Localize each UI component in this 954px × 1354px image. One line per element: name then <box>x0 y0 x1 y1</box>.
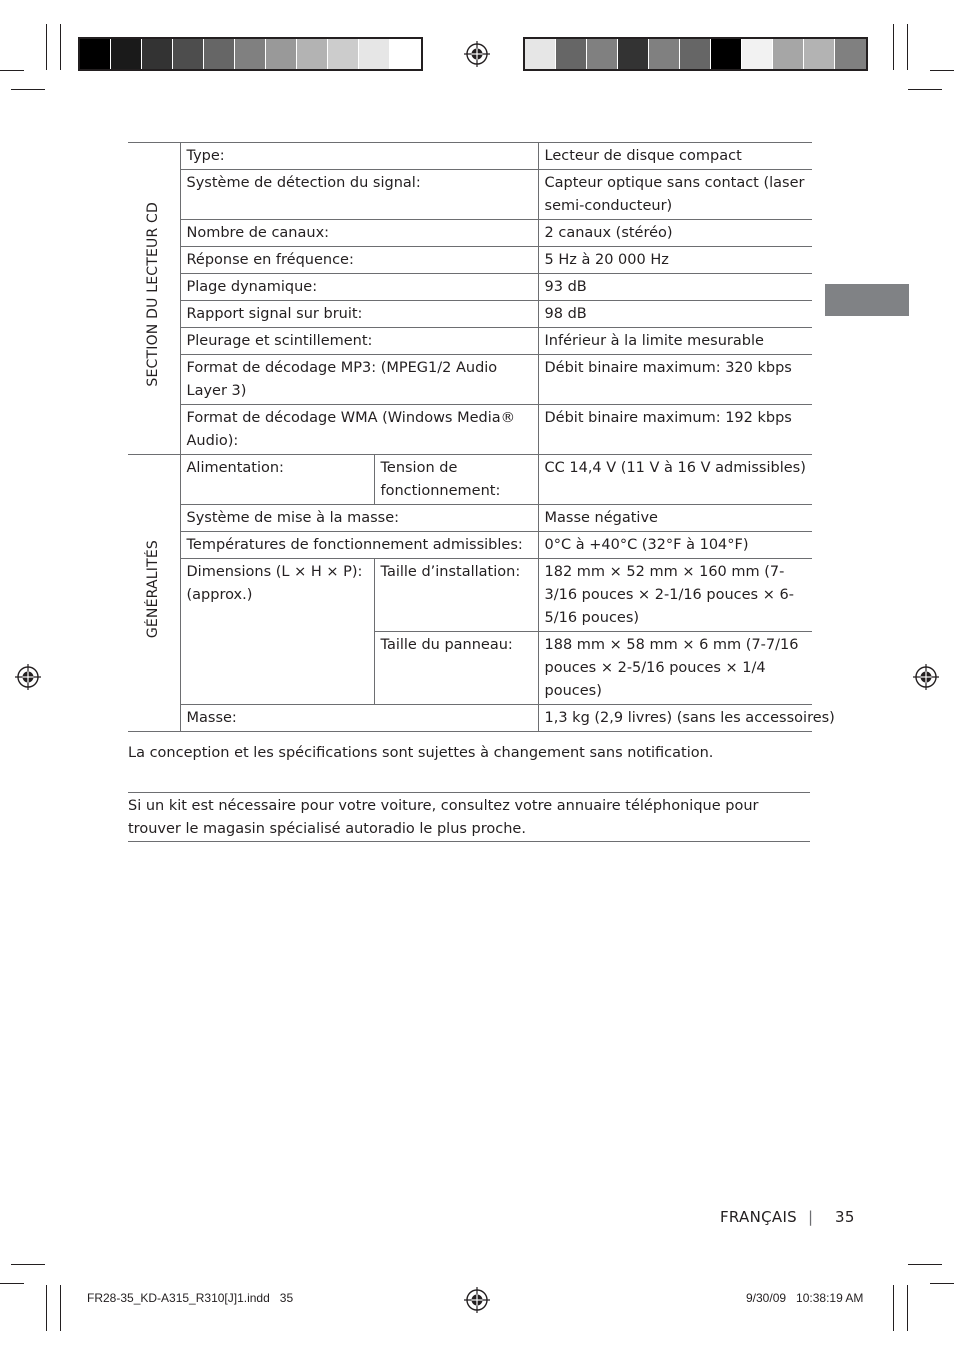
color-calibration-strip-left <box>78 37 423 71</box>
color-swatch <box>111 39 142 69</box>
color-swatch <box>680 39 711 69</box>
crop-mark <box>60 1285 61 1331</box>
table-row <box>128 274 812 301</box>
color-swatch <box>80 39 111 69</box>
crop-mark <box>46 1285 47 1331</box>
color-swatch <box>173 39 204 69</box>
table-row <box>128 301 812 328</box>
spec-value: Masse négative <box>538 505 812 532</box>
spec-value: 93 dB <box>538 274 812 301</box>
color-swatch <box>587 39 618 69</box>
color-swatch <box>359 39 390 69</box>
spec-sublabel: Taille d’installation: <box>374 559 538 632</box>
spec-value: 0°C à +40°C (32°F à 104°F) <box>538 532 812 559</box>
divider <box>128 841 810 842</box>
footer-separator: | <box>808 1208 814 1226</box>
crop-mark <box>930 70 954 71</box>
crop-mark <box>908 89 942 90</box>
color-swatch <box>711 39 742 69</box>
color-swatch <box>804 39 835 69</box>
spec-label: Nombre de canaux: <box>180 220 538 247</box>
crop-mark <box>907 24 908 70</box>
page-number: 35 <box>835 1208 855 1226</box>
color-calibration-strip-right <box>523 37 868 71</box>
spec-label: Système de mise à la masse: <box>180 505 538 532</box>
color-swatch <box>649 39 680 69</box>
crop-mark <box>907 1285 908 1331</box>
spec-value: Inférieur à la limite mesurable <box>538 328 812 355</box>
table-row <box>128 143 812 170</box>
specifications-table <box>128 142 835 732</box>
spec-value: 182 mm × 52 mm × 160 mm (7-3/16 pouces × 2-1/16 pouces × 6-5/16 pouces) <box>538 559 812 632</box>
color-swatch <box>773 39 804 69</box>
spec-label: Plage dynamique: <box>180 274 538 301</box>
spec-label: Système de détection du signal: <box>180 170 538 220</box>
color-swatch <box>328 39 359 69</box>
color-swatch <box>556 39 587 69</box>
crop-mark <box>893 24 894 70</box>
spec-label: Températures de fonctionnement admissibles: <box>180 532 538 559</box>
design-change-note: La conception et les spécifications sont sujettes à changement sans notification. <box>128 745 714 761</box>
divider <box>128 792 810 793</box>
color-swatch <box>390 39 421 69</box>
kit-note: Si un kit est nécessaire pour votre voiture, consultez votre annuaire téléphonique pour trouver le magasin spécialisé autoradio le plus proche. <box>128 798 759 837</box>
spec-label: Alimentation: <box>180 455 374 505</box>
table-row <box>128 705 812 732</box>
spec-label: Masse: <box>180 705 538 732</box>
spec-value: CC 14,4 V (11 V à 16 V admissibles) <box>538 455 812 505</box>
crop-mark <box>0 70 24 71</box>
color-swatch <box>204 39 235 69</box>
spec-sublabel: Tension de fonctionnement: <box>374 455 538 505</box>
section-label-cd <box>128 143 180 455</box>
section-title: SECTION DU LECTEUR CD <box>145 202 162 387</box>
crop-mark <box>11 89 45 90</box>
slug-filename: FR28-35_KD-A315_R310[J]1.indd 35 <box>87 1291 294 1305</box>
crop-mark <box>60 24 61 70</box>
spec-value: 1,3 kg (2,9 livres) (sans les accessoires) <box>538 705 812 732</box>
table-row <box>128 355 812 405</box>
table-row <box>128 559 812 632</box>
crop-mark <box>11 1264 45 1265</box>
spec-label: Rapport signal sur bruit: <box>180 301 538 328</box>
table-row <box>128 532 812 559</box>
color-swatch <box>297 39 328 69</box>
table-row <box>128 405 812 455</box>
crop-mark <box>893 1285 894 1331</box>
spec-label: Pleurage et scintillement: <box>180 328 538 355</box>
table-row <box>128 328 812 355</box>
spec-value: 5 Hz à 20 000 Hz <box>538 247 812 274</box>
language-tab-marker <box>825 284 909 316</box>
spec-value: Débit binaire maximum: 192 kbps <box>538 405 812 455</box>
color-swatch <box>235 39 266 69</box>
footer-language: FRANÇAIS <box>720 1208 798 1226</box>
section-label-general <box>128 455 180 732</box>
table-row <box>128 170 812 220</box>
registration-mark-icon <box>464 41 490 67</box>
crop-mark <box>930 1283 954 1284</box>
color-swatch <box>142 39 173 69</box>
color-swatch <box>835 39 866 69</box>
spec-value: Capteur optique sans contact (laser semi-conducteur) <box>538 170 812 220</box>
crop-mark <box>46 24 47 70</box>
crop-mark <box>908 1264 942 1265</box>
crop-mark <box>0 1283 24 1284</box>
color-swatch <box>742 39 773 69</box>
color-swatch <box>618 39 649 69</box>
spec-value: Lecteur de disque compact <box>538 143 812 170</box>
table-row <box>128 247 812 274</box>
table-row <box>128 220 812 247</box>
table-row <box>128 505 812 532</box>
slug-timestamp: 9/30/09 10:38:19 AM <box>746 1291 864 1305</box>
spec-value: Débit binaire maximum: 320 kbps <box>538 355 812 405</box>
spec-label: Dimensions (L × H × P): (approx.) <box>180 559 374 705</box>
registration-mark-icon <box>464 1287 490 1313</box>
spec-label: Réponse en fréquence: <box>180 247 538 274</box>
color-swatch <box>266 39 297 69</box>
registration-mark-icon <box>15 664 41 690</box>
spec-label: Format de décodage MP3: (MPEG1/2 Audio Layer 3) <box>180 355 538 405</box>
spec-value: 2 canaux (stéréo) <box>538 220 812 247</box>
spec-value: 188 mm × 58 mm × 6 mm (7-7/16 pouces × 2-5/16 pouces × 1/4 pouces) <box>538 632 812 705</box>
registration-mark-icon <box>913 664 939 690</box>
spec-value: 98 dB <box>538 301 812 328</box>
table-row <box>128 455 812 505</box>
spec-label: Format de décodage WMA (Windows Media® Audio): <box>180 405 538 455</box>
spec-label: Type: <box>180 143 538 170</box>
color-swatch <box>525 39 556 69</box>
section-title: GÉNÉRALITÉS <box>145 539 162 639</box>
spec-sublabel: Taille du panneau: <box>374 632 538 705</box>
